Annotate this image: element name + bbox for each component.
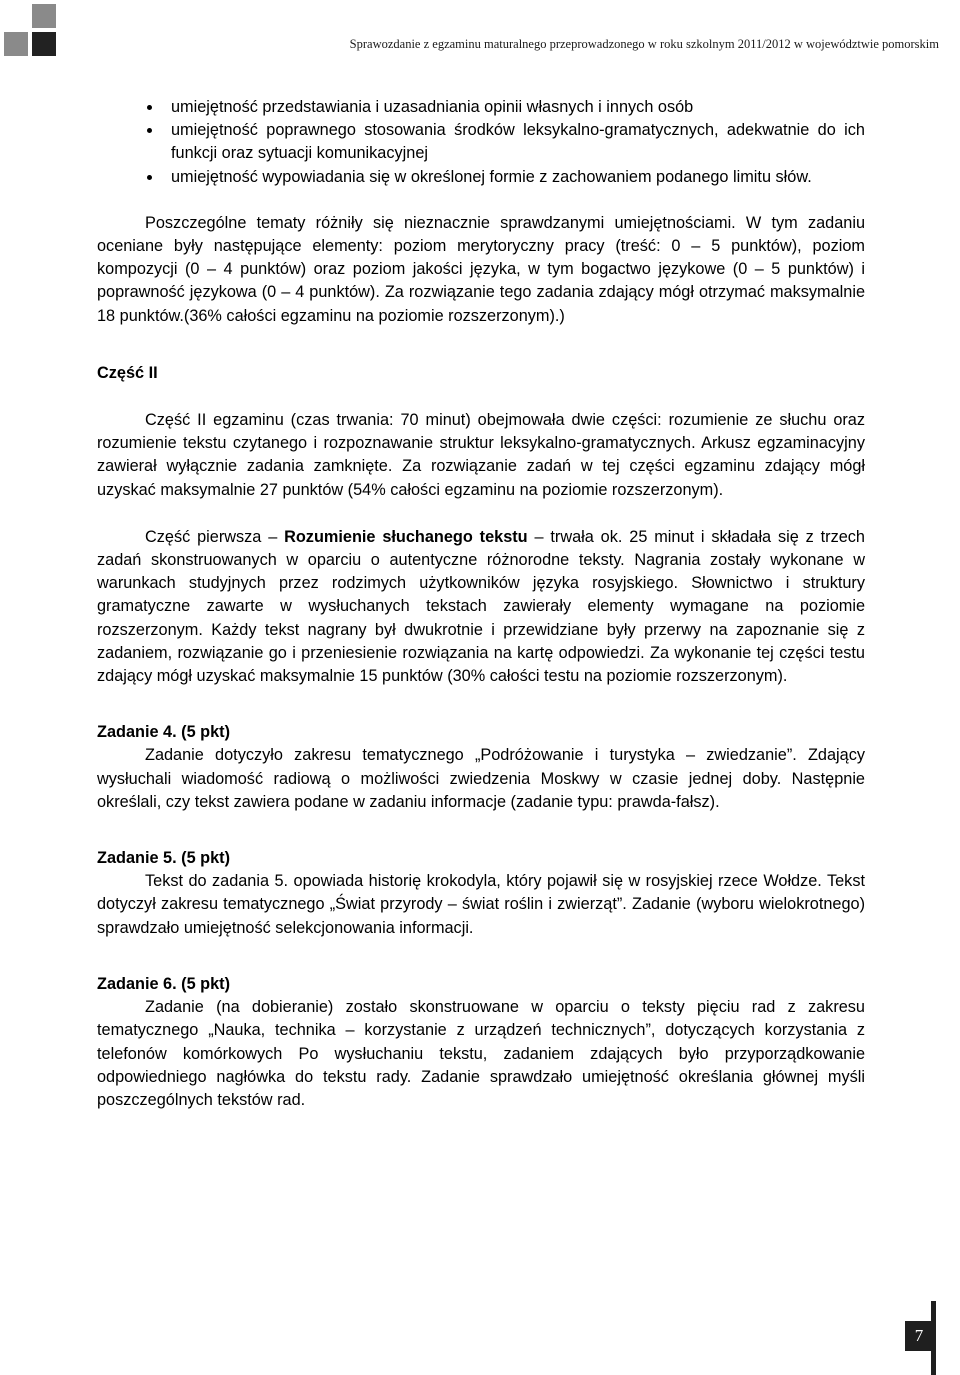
part-one-paragraph: Część pierwsza – Rozumienie słuchanego tekstu – trwała ok. 25 minut i składała się z trzech zadań skonstruowanych w oparciu o autentyczne różnorodne teksty. Nagrania zostały wykonane w warunkach studyjnych przez rodzimych użytkowników języka rosyjskiego. Słownictwo i struktury gramatyczne zawarte w wysłuchanych tekstach zawierały elementy wymagane na poziomie rozszerzonym. Każdy tekst nagrany był dwukrotnie i przewidziane były przerwy na zapoznanie się z zadaniem, rozwiązanie go i przeniesienie rozwiązania na kartę odpowiedzi. Za wykonanie tej części testu zdający mógł uzyskać maksymalnie 15 punktów (30% całości testu na poziomie rozszerzonym). xyxy=(97,527,865,686)
logo-square-top-right xyxy=(32,4,56,28)
page-number: 7 xyxy=(905,1321,933,1351)
task-4-title: Zadanie 4. (5 pkt) xyxy=(97,723,230,742)
list-item: umiejętność poprawnego stosowania środków leksykalno-gramatycznych, adekwatnie do ich funkcji oraz sytuacji komunikacyjnej xyxy=(171,119,865,165)
task-5-text: Tekst do zadania 5. opowiada historię krokodyla, który pojawił się w rosyjskiej rzece Wołdze. Tekst dotyczył zakresu tematycznego „Świat przyrody – świat roślin i zwierząt”. Zadanie (wyboru wielokrotnego) sprawdzało umiejętność selekcjonowania informacji. xyxy=(97,872,865,937)
list-item: umiejętność przedstawiania i uzasadniania opinii własnych i innych osób xyxy=(171,96,865,119)
task-6-text: Zadanie (na dobieranie) zostało skonstruowane w oparciu o teksty pięciu rad z zakresu tematycznego „Nauka, technika – korzystanie z urządzeń technicznych”, dotyczących korzystania z telefonów komórkowych Po wysłuchaniu tekstu, zadaniem zdających było przyporządkowanie odpowiedniego nagłówka do tekstu rady. Zadanie sprawdzało umiejętność określania głównej myśli poszczególnych tekstów rad. xyxy=(97,998,865,1109)
section-heading: Część II xyxy=(97,363,158,382)
logo-square-bottom-left xyxy=(4,32,28,56)
header-title: Sprawozdanie z egzaminu maturalnego przeprowadzonego w roku szkolnym 2011/2012 w województwie pomorskim xyxy=(349,37,939,51)
bullet-icon xyxy=(147,175,152,180)
document-body xyxy=(97,96,865,1112)
header-logo xyxy=(0,0,60,60)
list-item: umiejętność wypowiadania się w określonej formie z zachowaniem podanego limitu słów. xyxy=(171,166,865,189)
task-4-text: Zadanie dotyczyło zakresu tematycznego „Podróżowanie i turystyka – zwiedzanie”. Zdający wysłuchali wiadomość radiową o możliwości zwiedzenia Moskwy w czasie jednej doby. Następnie określali, czy tekst zawiera podane w zadaniu informacje (zadanie typu: prawda-fałsz). xyxy=(97,746,865,811)
logo-square-bottom-right xyxy=(32,32,56,56)
part-one-title: Rozumienie słuchanego tekstu xyxy=(284,527,528,546)
task-5-title: Zadanie 5. (5 pkt) xyxy=(97,849,230,868)
bullet-icon xyxy=(147,105,152,110)
section-paragraph: Część II egzaminu (czas trwania: 70 minut) obejmowała dwie części: rozumienie ze słuchu oraz rozumienie tekstu czytanego i rozpoznawanie struktur leksykalno-gramatycznych. Arkusz egzaminacyjny zawierał wyłącznie zadania zamknięte. Za rozwiązanie zadań w tej części egzaminu zdający mógł uzyskać maksymalnie 27 punktów (54% całości egzaminu na poziomie rozszerzonym). xyxy=(97,411,865,499)
bullet-icon xyxy=(147,128,152,133)
skills-list xyxy=(97,96,865,189)
task-6-title: Zadanie 6. (5 pkt) xyxy=(97,974,230,993)
intro-paragraph: Poszczególne tematy różniły się nieznacznie sprawdzanymi umiejętnościami. W tym zadaniu oceniane były następujące elementy: poziom merytoryczny pracy (treść: 0 – 5 punktów), poziom kompozycji (0 – 4 punktów) oraz poziom jakości języka, w tym bogactwo językowe (0 – 5 punktów) i poprawność językowa (0 – 4 punktów). Za rozwiązanie tego zadania zdający mógł otrzymać maksymalnie 18 punktów.(36% całości egzaminu na poziomie rozszerzonym).) xyxy=(97,213,865,325)
